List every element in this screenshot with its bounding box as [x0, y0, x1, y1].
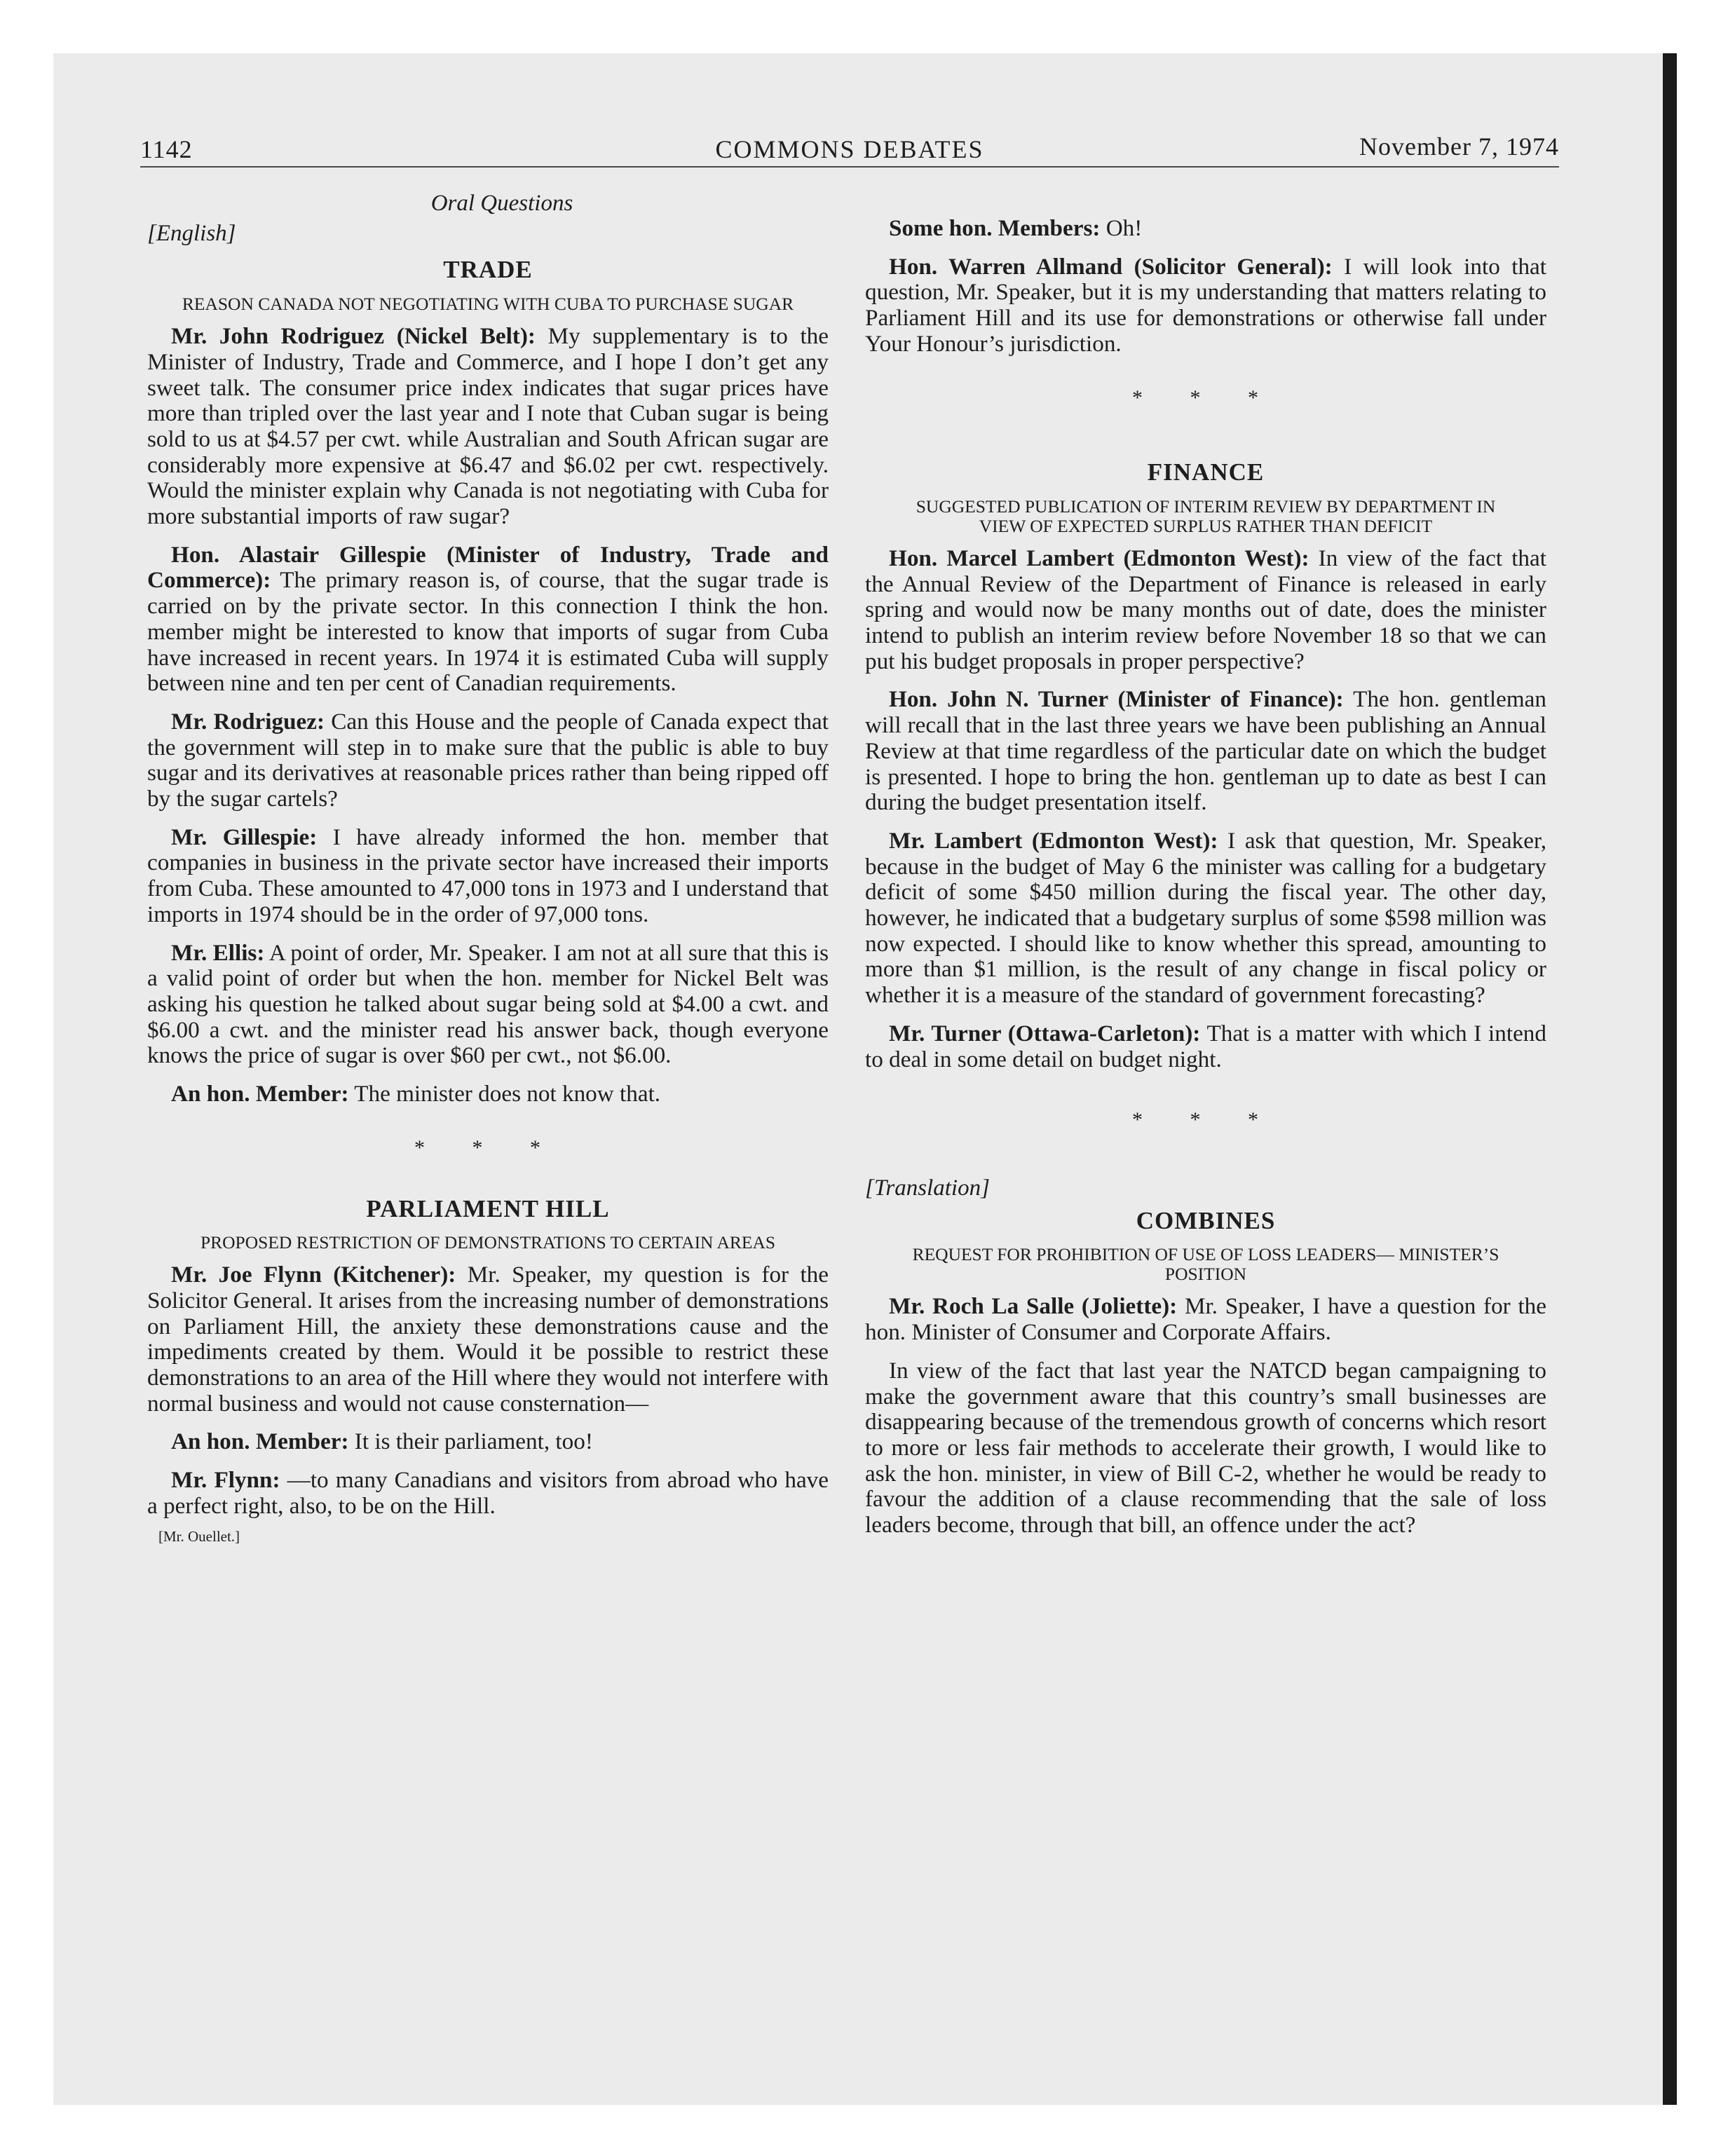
page-number: 1142: [140, 135, 193, 163]
subheading-parliament-hill: PROPOSED RESTRICTION OF DEMONSTRATIONS TO CERTAIN AREAS: [200, 1232, 776, 1253]
speech-paragraph: [865, 1358, 1546, 1538]
speaker-name: Mr. Ellis:: [171, 939, 265, 966]
scan-edge-shadow: [1663, 53, 1677, 2105]
speech-paragraph: [865, 216, 1546, 242]
issue-date: November 7, 1974: [1359, 132, 1559, 161]
speech-paragraph: [865, 687, 1546, 816]
section-separator: * * *: [414, 1135, 562, 1159]
speech-text: Mr. Speaker, I have a question for the hon. Minister of Consumer and Corporate Affairs.: [865, 1293, 1546, 1346]
speech-paragraph: [865, 546, 1546, 675]
speaker-name: Hon. John N. Turner (Minister of Finance):: [889, 686, 1344, 713]
right-column: [865, 184, 1546, 1551]
speaker-name: An hon. Member:: [171, 1081, 349, 1107]
page-footnote: [Mr. Ouellet.]: [158, 1527, 240, 1545]
speech-text: —to many Canadians and visitors from abroad who have a perfect right, also, to be on the Hill.: [147, 1467, 829, 1519]
speaker-name: Mr. Roch La Salle (Joliette):: [889, 1293, 1178, 1320]
section-heading-combines: COMBINES: [1136, 1206, 1276, 1234]
subheading-trade: REASON CANADA NOT NEGOTIATING WITH CUBA TO PURCHASE SUGAR: [182, 294, 794, 315]
speaker-name: Some hon. Members:: [889, 215, 1101, 241]
language-tag: [English]: [147, 220, 236, 246]
running-section-title: Oral Questions: [430, 191, 573, 216]
header-rule: [140, 166, 1559, 168]
speech-paragraph: [865, 1021, 1546, 1072]
section-heading-trade: TRADE: [443, 256, 533, 284]
section-separator: * * *: [1132, 1108, 1279, 1132]
speech-paragraph: [865, 828, 1546, 1009]
speaker-name: Mr. John Rodriguez (Nickel Belt):: [171, 323, 536, 350]
speech-paragraph: [865, 254, 1546, 357]
speech-paragraph: [147, 941, 829, 1070]
language-tag: [Translation]: [865, 1175, 990, 1201]
speech-paragraph: [147, 1262, 829, 1417]
speech-text: I ask that question, Mr. Speaker, because in the budget of May 6 the minister was calling for a budgetary deficit of some $450 million during the fiscal year. The other day, however, he indicated that a budgetary surplus of some $598 million was now expected. I should like to know whether this spread, amounting to more than $1 million, is the result of any change in fiscal policy or whether it is a measure of the standard of government forecasting?: [865, 827, 1546, 1009]
speech-text: A point of order, Mr. Speaker. I am not at all sure that this is a valid point of order but when the hon. member for Nickel Belt was asking his question he talked about sugar being sold at $4.00 a cwt. and $6.00 a cwt. and the minister read his answer back, though everyone knows the price of sugar is over $60 per cwt., not $6.00.: [147, 939, 829, 1069]
speaker-name: Mr. Turner (Ottawa-Carleton):: [889, 1020, 1201, 1046]
speech-text: That is a matter with which I intend to deal in some detail on budget night.: [865, 1020, 1546, 1072]
speech-text: Oh!: [1100, 215, 1143, 241]
speech-paragraph: [147, 543, 829, 697]
speaker-name: Mr. Lambert (Edmonton West):: [889, 827, 1218, 854]
speech-paragraph: [147, 324, 829, 530]
subheading-combines: REQUEST FOR PROHIBITION OF USE OF LOSS LEADERS— MINISTER’S POSITION: [912, 1244, 1499, 1285]
speech-text: My supplementary is to the Minister of Industry, Trade and Commerce, and I hope I don’t get any sweet talk. The consumer price index indicates that sugar prices have more than tripled over the last year and I note that Cuban sugar is being sold to us at $4.57 per cwt. while Australian and South African sugar are considerably more expensive at $6.47 and $6.02 per cwt. respectively. Would the minister explain why Canada is not negotiating with Cuba for more substantial imports of raw sugar?: [147, 323, 829, 530]
speaker-name: Hon. Marcel Lambert (Edmonton West):: [889, 545, 1309, 571]
speech-text: The minister does not know that.: [348, 1081, 661, 1107]
running-header: [140, 129, 1559, 164]
speaker-name: Hon. Alastair Gillespie (Minister of Industry, Trade and Commerce):: [147, 541, 829, 594]
speaker-name: Mr. Joe Flynn (Kitchener):: [171, 1262, 456, 1288]
speech-text: The hon. gentleman will recall that in the last three years we have been publishing an Annual Review at that time regardless of the particular date on which the budget is presented. I hope to bring the hon. gentleman up to date as best I can during the budget presentation itself.: [865, 686, 1546, 816]
speech-text: I have already informed the hon. member that companies in business in the private sector have increased their imports from Cuba. These amounted to 47,000 tons in 1973 and I understand that imports in 1974 should be in the order of 97,000 tons.: [147, 824, 829, 927]
speech-paragraph: [147, 1082, 829, 1107]
speech-paragraph: [865, 1294, 1546, 1345]
speech-paragraph: [147, 709, 829, 812]
speech-paragraph: [147, 1429, 829, 1455]
speech-paragraph: [147, 825, 829, 928]
column-top-spacer: [865, 184, 1546, 216]
speaker-name: Mr. Flynn:: [171, 1467, 280, 1494]
speaker-name: Mr. Rodriguez:: [171, 708, 325, 735]
speaker-name: Hon. Warren Allmand (Solicitor General):: [889, 253, 1333, 280]
speech-text: The primary reason is, of course, that the sugar trade is carried on by the private sector. In this connection I think the hon. member might be interested to know that imports of sugar from Cuba have increased in recent years. In 1974 it is estimated Cuba will supply between nine and ten per cent of Canadian requirements.: [147, 567, 829, 697]
speech-text: In view of the fact that last year the NATCD began campaigning to make the government aware that this country’s small businesses are disappearing because of the tremendous growth of concerns which resort to more or less fair methods to accelerate their growth, I would like to ask the hon. minister, in view of Bill C-2, whether he would be ready to favour the addition of a clause recommending that the sale of loss leaders become, through that bill, an offence under the act?: [865, 1357, 1546, 1538]
speech-text: I will look into that question, Mr. Speaker, but it is my understanding that matters relating to Parliament Hill and its use for demonstrations or otherwise fall under Your Honour’s jurisdiction.: [865, 253, 1546, 357]
speech-paragraph: [147, 1468, 829, 1519]
section-heading-parliament-hill: PARLIAMENT HILL: [366, 1194, 610, 1222]
speech-text: In view of the fact that the Annual Review of the Department of Finance is released in early spring and would now be many months out of date, does the minister intend to publish an interim review before November 18 so that we can put his budget proposals in proper perspective?: [865, 545, 1546, 674]
speech-text: Mr. Speaker, my question is for the Solicitor General. It arises from the increasing number of demonstrations on Parliament Hill, the anxiety these demonstrations cause and the impediments created by them. Would it be possible to restrict these demonstrations to an area of the Hill where they would not interfere with normal business and would not cause consternation—: [147, 1262, 829, 1417]
speech-text: Can this House and the people of Canada expect that the government will step in to make sure that the public is able to buy sugar and its derivatives at reasonable prices rather than being ripped off by the sugar cartels?: [147, 708, 829, 812]
speaker-name: An hon. Member:: [171, 1428, 349, 1455]
subheading-finance: SUGGESTED PUBLICATION OF INTERIM REVIEW BY DEPARTMENT IN VIEW OF EXPECTED SURPLUS RATHER THAN DEFICIT: [916, 496, 1496, 536]
speaker-name: Mr. Gillespie:: [171, 824, 318, 850]
journal-title: COMMONS DEBATES: [715, 135, 984, 163]
left-column: [147, 184, 829, 1549]
speech-text: It is their parliament, too!: [348, 1428, 593, 1455]
section-heading-finance: FINANCE: [1147, 458, 1265, 486]
section-separator: * * *: [1132, 386, 1279, 409]
